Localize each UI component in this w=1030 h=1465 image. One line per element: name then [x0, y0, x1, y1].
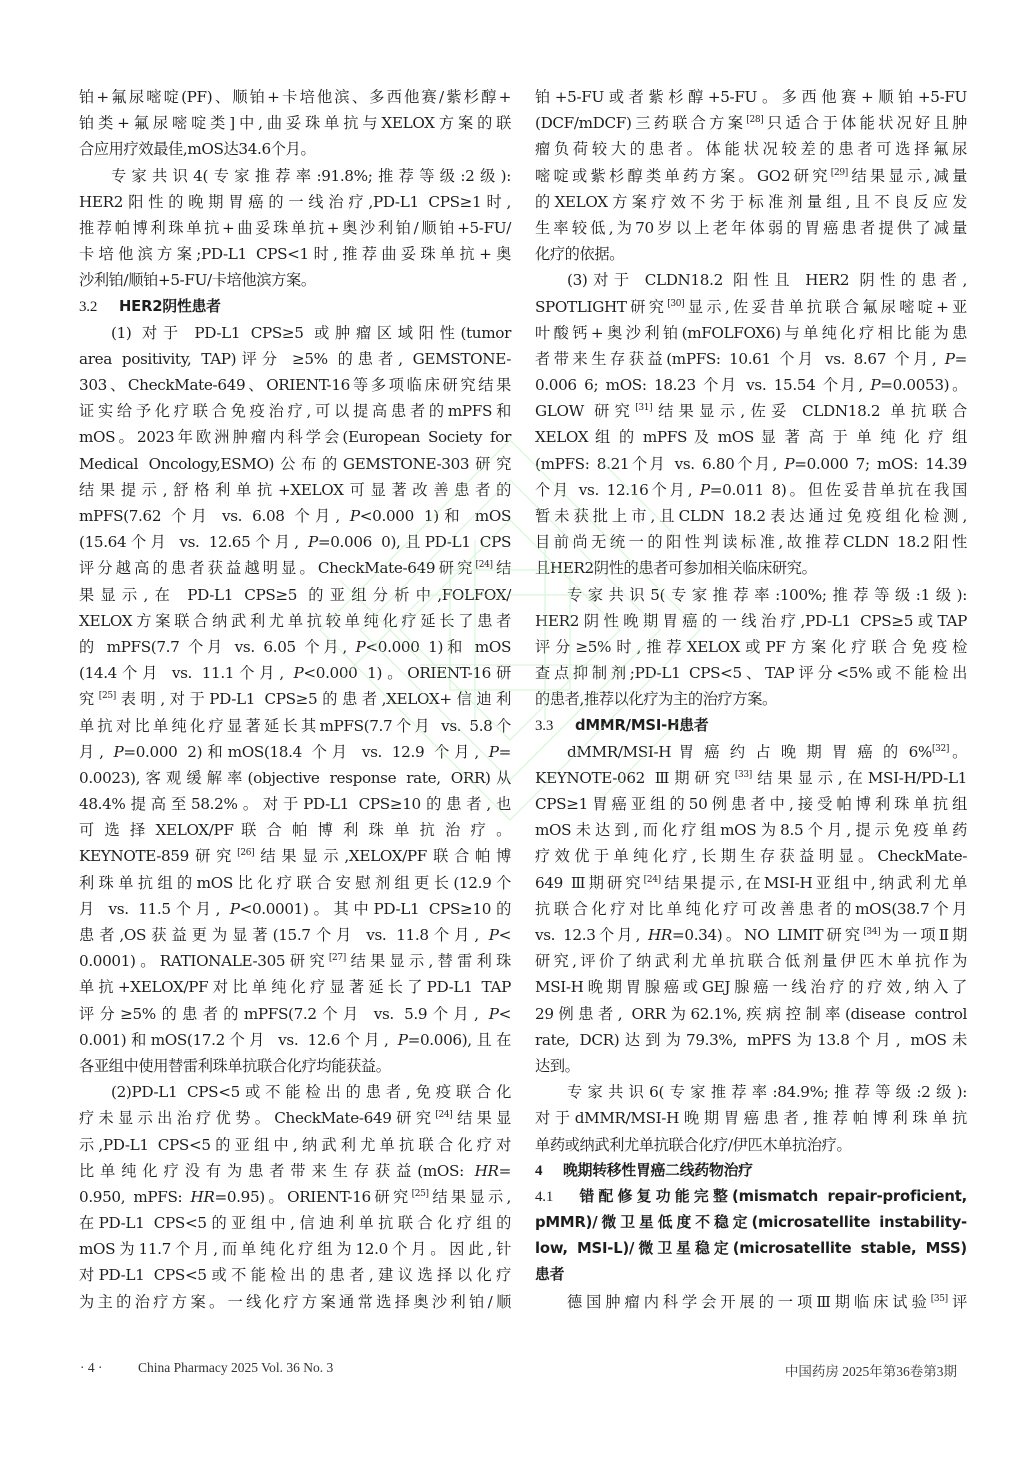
section-number: 3.3 [535, 717, 554, 734]
line-text: 29例患者, ORR为62.1%,疾病控制率(disease control [535, 1004, 967, 1023]
text-line [535, 686, 967, 712]
line-text: 0.0023),客观缓解率(objective response rate, ORR)从 [79, 768, 511, 787]
line-text: 晚期转移性胃癌二线药物治疗 [563, 1161, 753, 1179]
line-text: 且HER2阴性的患者可参加相关临床研究。 [535, 559, 817, 578]
statistic-symbol: P [355, 637, 366, 656]
statistic-symbol: P [488, 926, 499, 944]
text-line [535, 84, 967, 110]
text-line [79, 84, 511, 110]
line-text: 比单纯化疗没有为患者带来生存获益(mOS: HR= [79, 1161, 511, 1180]
text-line [535, 503, 967, 529]
text-line [535, 817, 967, 843]
statistic-symbol: HR [190, 1187, 215, 1206]
line-text: mOS未达到,而化疗组mOS为8.5个月,提示免疫单药 [535, 821, 967, 840]
line-text: 结果提示,舒格利单抗+XELOX可显著改善患者的 [79, 480, 511, 499]
section-number: 3.2 [79, 298, 98, 315]
text-line [79, 477, 511, 503]
line-text-continued: 为一项Ⅱ期 [880, 926, 967, 944]
statistic-symbol: P [699, 480, 710, 499]
text-line [535, 1053, 967, 1079]
text-line [535, 110, 967, 136]
line-text: 患者 [535, 1266, 565, 1284]
line-text: 示,PD-L1 CPS<5的亚组中,纳武利尤单抗联合化疗对 [79, 1135, 511, 1154]
text-line [535, 215, 967, 241]
line-text: 铂+氟尿嘧啶(PF)、顺铂+卡培他滨、多西他赛/紫杉醇+ [79, 88, 511, 106]
citation-reference[interactable]: [26] [237, 848, 255, 859]
citation-reference[interactable]: [25] [98, 691, 116, 702]
line-text: 研究,评价了纳武利尤单抗联合低剂量伊匹木单抗作为 [535, 952, 967, 971]
statistic-symbol: HR [474, 1161, 499, 1180]
line-text: 铂类+氟尿嘧啶类]中,曲妥珠单抗与XELOX方案的联 [79, 114, 511, 133]
line-text: 专家共识4(专家推荐率:91.8%;推荐等级:2级): [111, 166, 511, 185]
line-text: 卡培他滨方案;PD-L1 CPS<1时,推荐曲妥珠单抗+奥 [79, 245, 511, 264]
line-text-continued: 结果显示,佐妥 CLDN18.2 单抗联合 [652, 402, 967, 421]
line-text: 月, P=0.000 2)和mOS(18.4 个月 vs. 12.9 个月, P= [79, 742, 511, 761]
line-text-continued: 评 [947, 1292, 968, 1311]
text-line [535, 870, 967, 896]
line-text: 抗联合化疗对比单纯化疗可改善患者的mOS(38.7个月 [535, 899, 967, 918]
citation-reference[interactable]: [33] [734, 769, 752, 780]
text-line [79, 110, 511, 136]
line-text: (15.64个月 vs. 12.65个月, P=0.006 0),且PD-L1 CPS [79, 533, 512, 552]
line-text-continued: 。 [949, 742, 967, 761]
line-text-continued: 结果显示,在MSI-H/PD-L1 [751, 768, 967, 787]
line-text: CPS≥1胃癌亚组的50例患者中,接受帕博利珠单抗组 [535, 795, 967, 814]
line-text: 0.950, mPFS: HR=0.95)。ORIENT-16研究 [79, 1187, 412, 1206]
citation-reference[interactable]: [29] [830, 167, 848, 178]
line-text: pMMR)/微卫星低度不稳定(microsatellite instability- [535, 1214, 967, 1232]
section-heading [535, 1210, 967, 1236]
text-line [535, 948, 967, 974]
text-line [79, 1132, 511, 1158]
line-text: low, MSI-L)/微卫星稳定(microsatellite stable, MSS) [535, 1240, 967, 1258]
text-line [79, 136, 511, 162]
statistic-symbol: P [784, 454, 795, 473]
footer-left [80, 1360, 333, 1376]
line-text: 疗未显示出治疗优势。CheckMate-649研究 [79, 1109, 436, 1128]
line-text: 为主的治疗方案。一线化疗方案通常选择奥沙利铂/顺 [79, 1292, 511, 1311]
line-text: 各亚组中使用替雷利珠单抗联合化疗均能获益。 [79, 1056, 391, 1075]
citation-reference[interactable]: [31] [635, 403, 653, 414]
citation-reference[interactable]: [30] [667, 298, 685, 309]
line-text: (3)对于 CLDN18.2 阳性且 HER2 阴性的患者, [567, 271, 967, 290]
journal-chinese-citation: 中国药房 2025年第36卷第3期 [784, 1364, 957, 1379]
line-text: 铂+5-FU或者紫杉醇+5-FU。多西他赛+顺铂+5-FU [535, 88, 967, 106]
text-line [79, 1236, 511, 1262]
text-line [79, 503, 511, 529]
line-text: 叶酸钙+奥沙利铂(mFOLFOX6)与单纯化疗相比能为患 [535, 323, 967, 342]
text-line [79, 529, 511, 555]
citation-reference[interactable]: [24] [475, 560, 493, 571]
line-text: 649 Ⅲ期研究 [535, 873, 644, 892]
line-text: Medical Oncology,ESMO)公布的GEMSTONE-303研究 [79, 454, 511, 473]
line-text: 的XELOX方案疗效不劣于标准剂量组,且不良反应发 [535, 192, 967, 211]
line-text-continued: 表明,对于PD-L1 CPS≥5的患者,XELOX+信迪利 [115, 690, 512, 709]
citation-reference[interactable]: [34] [863, 927, 881, 937]
statistic-symbol: P [307, 533, 318, 552]
line-text: 达到。 [535, 1056, 580, 1075]
section-number: 4.1 [535, 1188, 554, 1205]
line-text-continued: 显示,佐妥昔单抗联合氟尿嘧啶+亚 [684, 297, 967, 316]
text-line [535, 896, 967, 922]
line-text: rate, DCR)达到为79.3%, mPFS为13.8个月, mOS未 [535, 1030, 967, 1049]
line-text: 推荐帕博利珠单抗+曲妥珠单抗+奥沙利铂/顺铂+5-FU/ [79, 218, 511, 237]
line-text: 0.006 6; mOS: 18.23 个月 vs. 15.54 个月, P=0.0053)。 [535, 376, 967, 395]
line-text: 月 vs. 11.5个月, P<0.0001)。其中PD-L1 CPS≥10的 [79, 899, 511, 918]
statistic-symbol: P [944, 349, 955, 368]
line-text: (mPFS: 8.21个月 vs. 6.80个月, P=0.000 7; mOS: 14.39 [535, 454, 967, 473]
text-line [79, 451, 511, 477]
text-line [535, 294, 967, 320]
line-text: 303、CheckMate-649、ORIENT-16等多项临床研究结果 [79, 376, 511, 395]
text-line [535, 922, 967, 948]
citation-reference[interactable]: [24] [435, 1110, 453, 1121]
text-line [79, 713, 511, 739]
journal-english-citation: China Pharmacy 2025 Vol. 36 No. 3 [138, 1360, 334, 1375]
line-text: 嘧啶或紫杉醇类单药方案。GO2研究 [535, 166, 831, 185]
statistic-symbol: P [113, 742, 124, 761]
text-line [535, 163, 967, 189]
line-text: (1) 对于 PD-L1 CPS≥5 或肿瘤区域阳性(tumor [111, 323, 511, 342]
line-text: XELOX方案联合纳武利尤单抗较单纯化疗延长了患者 [79, 611, 511, 630]
text-line [79, 1105, 511, 1131]
line-text: HER2阳性的晚期胃癌的一线治疗,PD-L1 CPS≥1时, [79, 192, 511, 211]
text-line [535, 555, 967, 581]
line-text: 单抗对比单纯化疗显著延长其mPFS(7.7个月 vs. 5.8个 [79, 716, 511, 735]
line-text: 对PD-L1 CPS<5或不能检出的患者,建议选择以化疗 [79, 1266, 511, 1285]
statistic-symbol: P [488, 1004, 499, 1023]
text-line [79, 739, 511, 765]
line-text-continued: 结果显示, [428, 1187, 512, 1206]
line-text: (14.4个月 vs. 11.1个月, P<0.000 1)。ORIENT-16研 [79, 664, 511, 683]
section-number: 4 [535, 1162, 543, 1179]
text-line [79, 686, 511, 712]
text-line [79, 372, 511, 398]
text-line [535, 424, 967, 450]
text-line [79, 896, 511, 922]
citation-reference[interactable]: [28] [746, 115, 764, 126]
text-line [79, 267, 511, 293]
line-text: 0.0001)。RATIONALE-305研究 [79, 952, 329, 971]
line-text: XELOX 组 的 mPFS 及 mOS 显 著 高 于 单 纯 化 疗 组 [535, 428, 967, 447]
left-column [79, 84, 511, 1315]
page-number: · 4 · [80, 1360, 103, 1375]
text-line [535, 660, 967, 686]
line-text: 评分≥5%时,推荐XELOX或PF方案化疗联合免疫检 [535, 637, 967, 656]
line-text: 评分越高的患者获益越明显。CheckMate-649研究 [79, 559, 476, 578]
line-text: area positivity, TAP)评分 ≥5% 的患者, GEMSTONE- [79, 349, 511, 368]
text-line [79, 870, 511, 896]
text-line [535, 372, 967, 398]
statistic-symbol: P [229, 899, 240, 918]
text-line [79, 163, 511, 189]
text-line [535, 1027, 967, 1053]
line-text: 究 [79, 690, 99, 709]
text-line [79, 843, 511, 869]
line-text: mPFS(7.62 个月 vs. 6.08 个月, P<0.000 1)和 mOS [79, 507, 512, 525]
line-text: 果显示,在 PD-L1 CPS≥5 的亚组分析中,FOLFOX/ [79, 585, 511, 604]
line-text: 证实给予化疗联合免疫治疗,可以提高患者的mPFS和 [79, 402, 511, 421]
text-line [535, 189, 967, 215]
line-text: mOS。2023年欧洲肿瘤内科学会(European Society for [79, 428, 511, 447]
text-line [535, 1001, 967, 1027]
line-text: KEYNOTE-859研究 [79, 847, 238, 866]
text-line [535, 582, 967, 608]
line-text-continued: 结果提示,在MSI-H亚组中,纳武利尤单 [660, 873, 967, 892]
text-line [535, 477, 967, 503]
line-text: (2)PD-L1 CPS<5或不能检出的患者,免疫联合化 [111, 1083, 511, 1102]
text-line [79, 1210, 511, 1236]
line-text: mOS为11.7个月,而单纯化疗组为12.0个月。因此,针 [79, 1240, 511, 1259]
text-line [535, 739, 967, 765]
line-text-continued: 只适合于体能状况好且肿 [763, 114, 967, 133]
text-line [79, 555, 511, 581]
citation-reference[interactable]: [24] [643, 874, 661, 885]
line-text: HER2阴性患者 [119, 297, 221, 315]
text-line [79, 189, 511, 215]
text-line [79, 215, 511, 241]
line-text: 可 选 择 XELOX/PF 联 合 帕 博 利 珠 单 抗 治 疗 。 [79, 821, 511, 840]
statistic-symbol: P [293, 664, 304, 683]
section-heading [535, 1262, 967, 1288]
section-heading [79, 294, 511, 320]
line-text: SPOTLIGHT研究 [535, 297, 668, 316]
line-text: 0.001)和mOS(17.2个月 vs. 12.6个月, P=0.006),且在 [79, 1030, 511, 1049]
line-text: MSI-H晚期胃腺癌或GEJ腺癌一线治疗的疗效,纳入了 [535, 978, 967, 997]
statistic-symbol: P [397, 1030, 408, 1049]
text-line [535, 320, 967, 346]
line-text-continued: 结果显 [452, 1109, 511, 1128]
line-text: 生率较低,为70岁以上老年体弱的胃癌患者提供了减量 [535, 218, 967, 237]
line-text: GLOW 研究 [535, 402, 636, 421]
text-line [79, 424, 511, 450]
line-text: 个月 vs. 12.16个月, P=0.011 8)。但佐妥昔单抗在我国 [535, 480, 967, 499]
line-text: 的 mPFS(7.7 个月 vs. 6.05 个月, P<0.000 1)和 mOS [79, 637, 511, 656]
line-text: 的患者,推荐以化疗为主的治疗方案。 [535, 690, 777, 709]
text-line [79, 241, 511, 267]
line-text: 对于dMMR/MSI-H晚期胃癌患者,推荐帕博利珠单抗 [535, 1109, 967, 1128]
text-line [535, 791, 967, 817]
text-line [79, 320, 511, 346]
line-text: 错配修复功能完整(mismatch repair-proficient, [575, 1187, 967, 1205]
line-text: 在PD-L1 CPS<5的亚组中,信迪利单抗联合化疗组的 [79, 1214, 511, 1233]
line-text: 化疗的依据。 [535, 245, 625, 264]
text-line [79, 346, 511, 372]
statistic-symbol: P [349, 507, 360, 525]
line-text: 患者,OS获益更为显著(15.7个月 vs. 11.8个月, P< [79, 926, 511, 944]
line-text: 德国肿瘤内科学会开展的一项Ⅲ期临床试验 [567, 1292, 931, 1311]
line-text: 专家共识5(专家推荐率:100%;推荐等级:1级): [567, 585, 967, 604]
text-line [79, 765, 511, 791]
line-text: 者带来生存获益(mPFS: 10.61 个月 vs. 8.67 个月, P= [535, 349, 967, 368]
line-text: dMMR/MSI-H 胃 癌 约 占 晚 期 胃 癌 的 6% [567, 742, 932, 761]
text-line [535, 1289, 967, 1315]
text-line [79, 817, 511, 843]
line-text-continued: 结果显示,替雷利珠 [345, 952, 511, 971]
statistic-symbol: P [488, 742, 499, 761]
text-line [79, 398, 511, 424]
line-text: HER2阴性晚期胃癌的一线治疗,PD-L1 CPS≥5或TAP [535, 611, 967, 630]
line-text: 合应用疗效最佳,mOS达34.6个月。 [79, 140, 316, 159]
line-text: 评分≥5%的患者的mPFS(7.2个月 vs. 5.9个月, P< [79, 1004, 511, 1023]
text-line [535, 529, 967, 555]
text-line [535, 451, 967, 477]
line-text: 沙利铂/顺铂+5-FU/卡培他滨方案。 [79, 271, 316, 290]
text-line [79, 791, 511, 817]
text-line [79, 634, 511, 660]
line-text: 单抗+XELOX/PF对比单纯化疗显著延长了PD-L1 TAP [79, 978, 511, 997]
text-line [535, 634, 967, 660]
text-line [535, 843, 967, 869]
citation-reference[interactable]: [27] [328, 953, 346, 964]
section-heading [535, 1158, 967, 1184]
citation-reference[interactable]: [25] [411, 1188, 429, 1199]
text-line [79, 582, 511, 608]
text-line [79, 608, 511, 634]
text-line [79, 660, 511, 686]
line-text: KEYNOTE-062 Ⅲ期研究 [535, 768, 735, 787]
text-line [535, 241, 967, 267]
text-line [79, 1027, 511, 1053]
statistic-symbol: P [870, 376, 881, 395]
text-line [535, 1105, 967, 1131]
line-text: (DCF/mDCF)三药联合方案 [535, 114, 747, 133]
text-line [79, 1053, 511, 1079]
text-line [79, 1262, 511, 1288]
text-line [535, 1132, 967, 1158]
line-text-continued: 结果显示,减量 [847, 166, 967, 185]
line-text-continued: 结果显示,XELOX/PF联合帕博 [254, 847, 511, 866]
citation-reference[interactable]: [32] [931, 743, 950, 754]
line-text-continued: 结 [492, 559, 511, 578]
text-line [79, 1289, 511, 1315]
section-heading [535, 713, 967, 739]
text-line [79, 1079, 511, 1105]
section-heading [535, 1236, 967, 1262]
text-line [535, 608, 967, 634]
line-text: 目前尚无统一的阳性判读标准,故推荐CLDN 18.2阳性 [535, 533, 967, 552]
line-text: 暂未获批上市,且CLDN 18.2表达通过免疫组化检测, [535, 507, 967, 525]
line-text: 48.4%提高至58.2%。对于PD-L1 CPS≥10的患者,也 [79, 795, 511, 814]
citation-reference[interactable]: [35] [930, 1293, 948, 1304]
statistic-symbol: HR [648, 926, 673, 944]
section-heading [535, 1184, 967, 1210]
line-text: 利珠单抗组的mOS比化疗联合安慰剂组更长(12.9个 [79, 873, 511, 892]
line-text: 查点抑制剂;PD-L1 CPS<5、TAP评分<5%或不能检出 [535, 664, 967, 683]
text-line [79, 948, 511, 974]
text-line [535, 267, 967, 293]
text-line [535, 398, 967, 424]
line-text: 单药或纳武利尤单抗联合化疗/伊匹木单抗治疗。 [535, 1135, 852, 1154]
text-line [535, 1079, 967, 1105]
line-text: 瘤负荷较大的患者。体能状况较差的患者可选择氟尿 [535, 140, 967, 159]
text-line [535, 136, 967, 162]
text-line [79, 974, 511, 1000]
line-text: dMMR/MSI-H患者 [575, 716, 709, 734]
line-text: vs. 12.3个月, HR=0.34)。NO LIMIT研究 [535, 926, 864, 944]
text-line [79, 922, 511, 948]
text-line [79, 1184, 511, 1210]
text-line [535, 346, 967, 372]
line-text: 专家共识6(专家推荐率:84.9%;推荐等级:2级): [567, 1083, 967, 1102]
line-text: 疗效优于单纯化疗,长期生存获益明显。CheckMate- [535, 847, 967, 866]
text-line [79, 1001, 511, 1027]
right-column [535, 84, 967, 1315]
text-line [535, 974, 967, 1000]
text-line [79, 1158, 511, 1184]
text-line [535, 765, 967, 791]
